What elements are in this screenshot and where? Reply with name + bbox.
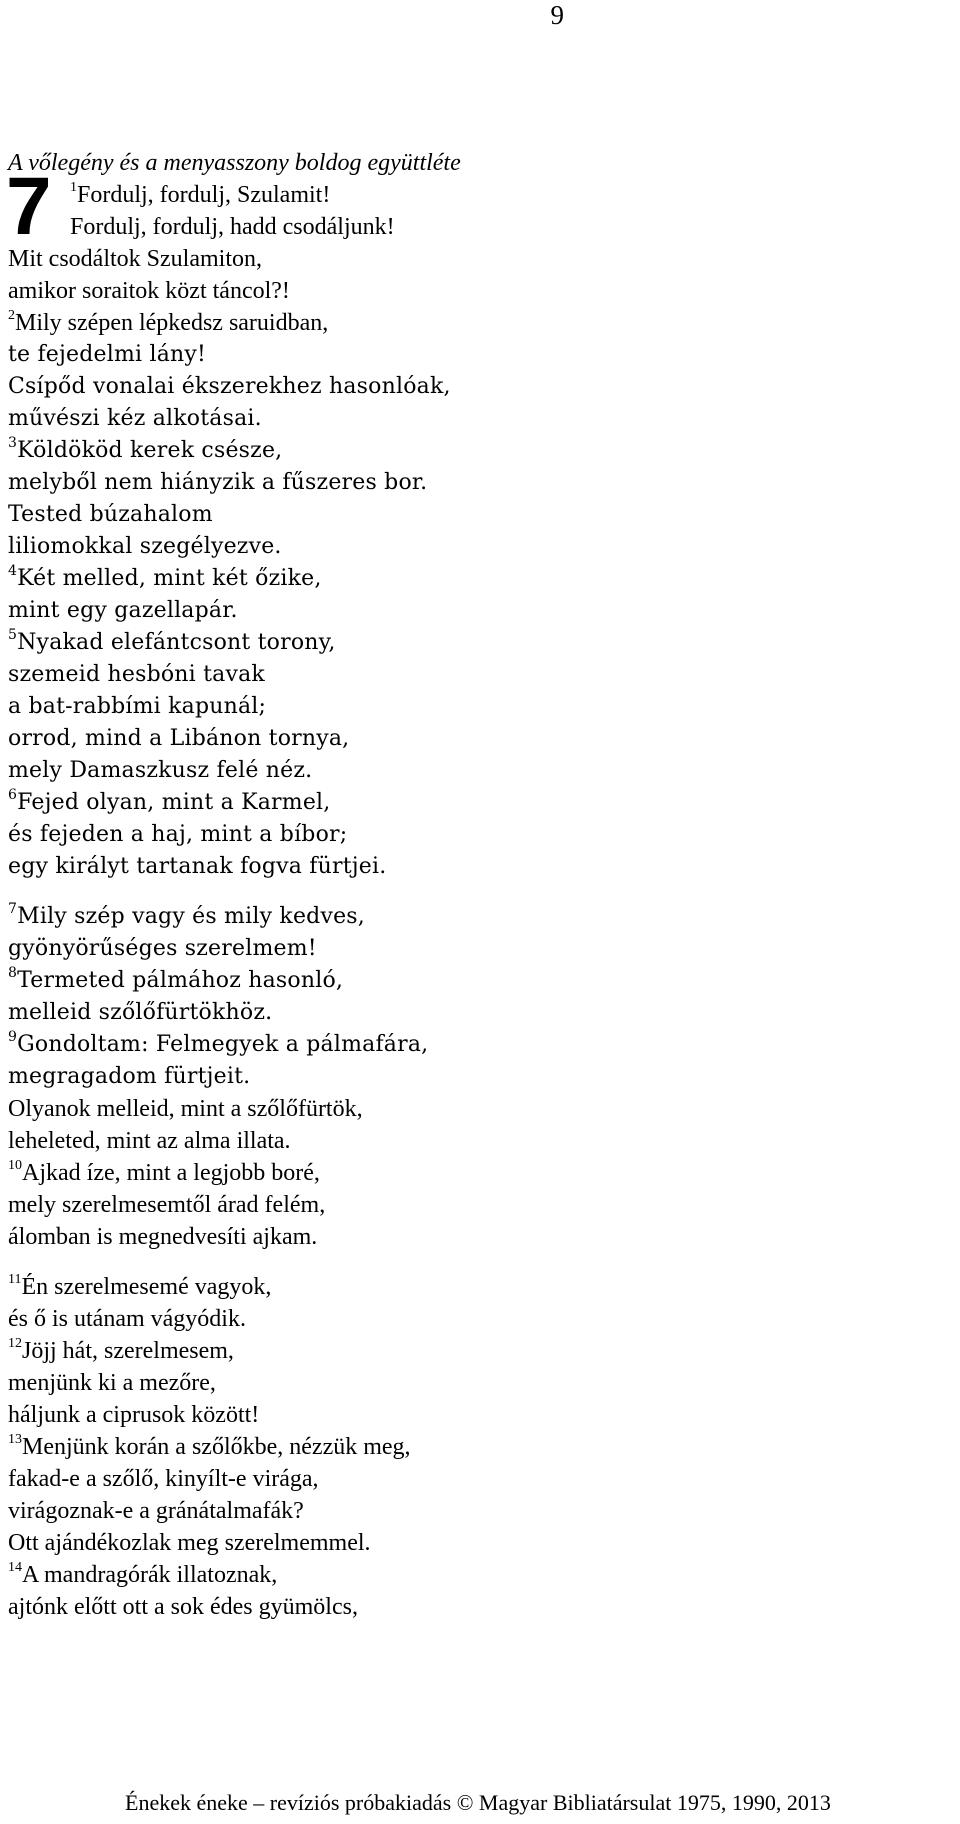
verse-text: liliomokkal szegélyezve. xyxy=(8,534,282,559)
verse-line xyxy=(8,244,262,274)
verse-line xyxy=(8,724,349,754)
verse-text: Mily szép vagy és mily kedves, xyxy=(17,904,365,929)
verse-line xyxy=(8,756,312,786)
verse-line xyxy=(8,1272,271,1302)
verse-line xyxy=(8,1190,325,1220)
section-heading: A vőlegény és a menyasszony boldog együttléte xyxy=(8,150,461,176)
verse-text: Nyakad elefántcsont torony, xyxy=(17,630,336,655)
verse-text: Mily szépen lépkedsz saruidban, xyxy=(15,310,329,336)
verse-line xyxy=(8,692,266,722)
verse-line xyxy=(8,998,272,1028)
verse-text: mely szerelmesemtől árad felém, xyxy=(8,1192,326,1218)
verse-text: amikor soraitok közt táncol?! xyxy=(8,278,290,304)
verse-number: 13 xyxy=(8,1432,22,1447)
verse-line xyxy=(8,1158,320,1188)
verse-text: Olyanok melleid, mint a szőlőfürtök, xyxy=(8,1096,363,1122)
verse-number: 14 xyxy=(8,1560,22,1575)
verse-line xyxy=(8,1432,411,1462)
verse-number: 5 xyxy=(8,626,18,643)
verse-number: 2 xyxy=(8,308,15,323)
verse-number: 11 xyxy=(8,1272,22,1287)
verse-text: a bat-rabbími kapunál; xyxy=(8,694,267,719)
verse-number: 8 xyxy=(8,964,18,981)
verse-line xyxy=(8,1368,216,1398)
verse-text: művészi kéz alkotásai. xyxy=(8,406,262,431)
verse-line xyxy=(8,1400,259,1430)
verse-text: menjünk ki a mezőre, xyxy=(8,1370,216,1396)
verse-text: mely Damaszkusz felé néz. xyxy=(8,758,313,783)
verse-text: orrod, mind a Libánon tornya, xyxy=(8,726,350,751)
verse-text: fakad-e a szőlő, kinyílt-e virága, xyxy=(8,1466,319,1492)
verse-text: melleid szőlőfürtökhöz. xyxy=(8,1000,273,1025)
verse-line xyxy=(8,1528,371,1558)
verse-text: Ott ajándékozlak meg szerelmemmel. xyxy=(8,1530,371,1556)
chapter-number: 7 xyxy=(6,161,52,252)
verse-text: és fejeden a haj, mint a bíbor; xyxy=(8,822,348,847)
verse-text: háljunk a ciprusok között! xyxy=(8,1402,260,1428)
verse-number: 9 xyxy=(8,1028,18,1045)
verse-text: leheleted, mint az alma illata. xyxy=(8,1128,291,1154)
footer: Énekek éneke – revíziós próbakiadás © Magyar Bibliatársulat 1975, 1990, 2013 xyxy=(125,1790,831,1815)
verse-line xyxy=(8,1094,363,1124)
verse-line xyxy=(8,1062,250,1092)
verse-number: 7 xyxy=(8,900,18,917)
verse-line xyxy=(70,180,330,210)
verse-text: te fejedelmi lány! xyxy=(8,342,207,367)
verse-line xyxy=(8,1336,234,1366)
verse-text: szemeid hesbóni tavak xyxy=(8,662,265,687)
verse-number: 10 xyxy=(8,1158,22,1173)
verse-text: Tested búzahalom xyxy=(8,502,213,527)
verse-number: 4 xyxy=(8,562,18,579)
verse-text: Fordulj, fordulj, Szulamit! xyxy=(77,182,331,208)
verse-line xyxy=(8,436,282,466)
verse-line xyxy=(8,1464,319,1494)
verse-text: Menjünk korán a szőlőkbe, nézzük meg, xyxy=(22,1434,411,1460)
verse-line xyxy=(70,212,395,242)
verse-line xyxy=(8,564,322,594)
verse-line xyxy=(8,1496,304,1526)
verse-text: gyönyörűséges szerelmem! xyxy=(8,936,317,961)
verse-line xyxy=(8,934,317,964)
verse-text: megragadom fürtjeit. xyxy=(8,1064,251,1089)
verse-text: Csípőd vonalai ékszerekhez hasonlóak, xyxy=(8,374,451,399)
verse-line xyxy=(8,1592,358,1622)
verse-text: Mit csodáltok Szulamiton, xyxy=(8,246,262,272)
verse-text: Gondoltam: Felmegyek a pálmafára, xyxy=(17,1032,429,1057)
verse-number: 12 xyxy=(8,1336,22,1351)
verse-line xyxy=(8,276,290,306)
verse-line xyxy=(8,820,347,850)
verse-text: Jöjj hát, szerelmesem, xyxy=(22,1338,234,1364)
verse-line xyxy=(8,1030,428,1060)
verse-line xyxy=(8,788,330,818)
verse-line xyxy=(8,468,427,498)
verse-line xyxy=(8,308,328,338)
verse-line xyxy=(8,628,336,658)
verse-line xyxy=(8,660,265,690)
verse-line xyxy=(8,1126,291,1156)
verse-line xyxy=(8,1222,317,1252)
verse-line xyxy=(8,404,262,434)
verse-line xyxy=(8,500,213,530)
verse-text: A mandragórák illatoznak, xyxy=(22,1562,278,1588)
page-number: 9 xyxy=(550,0,564,30)
verse-line xyxy=(8,902,365,932)
verse-line xyxy=(8,596,238,626)
verse-text: melyből nem hiányzik a fűszeres bor. xyxy=(8,470,428,495)
verse-line xyxy=(8,852,386,882)
verse-text: Fejed olyan, mint a Karmel, xyxy=(17,790,331,815)
verse-text: és ő is utánam vágyódik. xyxy=(8,1306,246,1332)
verse-text: egy királyt tartanak fogva fürtjei. xyxy=(8,854,387,879)
verse-text: ajtónk előtt ott a sok édes gyümölcs, xyxy=(8,1594,358,1620)
verse-text: mint egy gazellapár. xyxy=(8,598,238,623)
verse-line xyxy=(8,372,451,402)
verse-line xyxy=(8,340,206,370)
verse-text: Én szerelmesemé vagyok, xyxy=(21,1274,272,1300)
verse-line xyxy=(8,532,282,562)
verse-text: Fordulj, fordulj, hadd csodáljunk! xyxy=(70,214,395,240)
verse-text: Köldököd kerek csésze, xyxy=(17,438,283,463)
verse-number: 3 xyxy=(8,434,18,451)
verse-line xyxy=(8,966,343,996)
verse-text: virágoznak-e a gránátalmafák? xyxy=(8,1498,304,1524)
verse-line xyxy=(8,1560,277,1590)
verse-text: Termeted pálmához hasonló, xyxy=(17,968,344,993)
verse-number: 6 xyxy=(8,786,18,803)
verse-line xyxy=(8,1304,246,1334)
verse-number: 1 xyxy=(70,180,77,195)
verse-text: álomban is megnedvesíti ajkam. xyxy=(8,1224,318,1250)
verse-text: Ajkad íze, mint a legjobb boré, xyxy=(22,1160,320,1186)
verse-text: Két melled, mint két őzike, xyxy=(17,566,322,591)
